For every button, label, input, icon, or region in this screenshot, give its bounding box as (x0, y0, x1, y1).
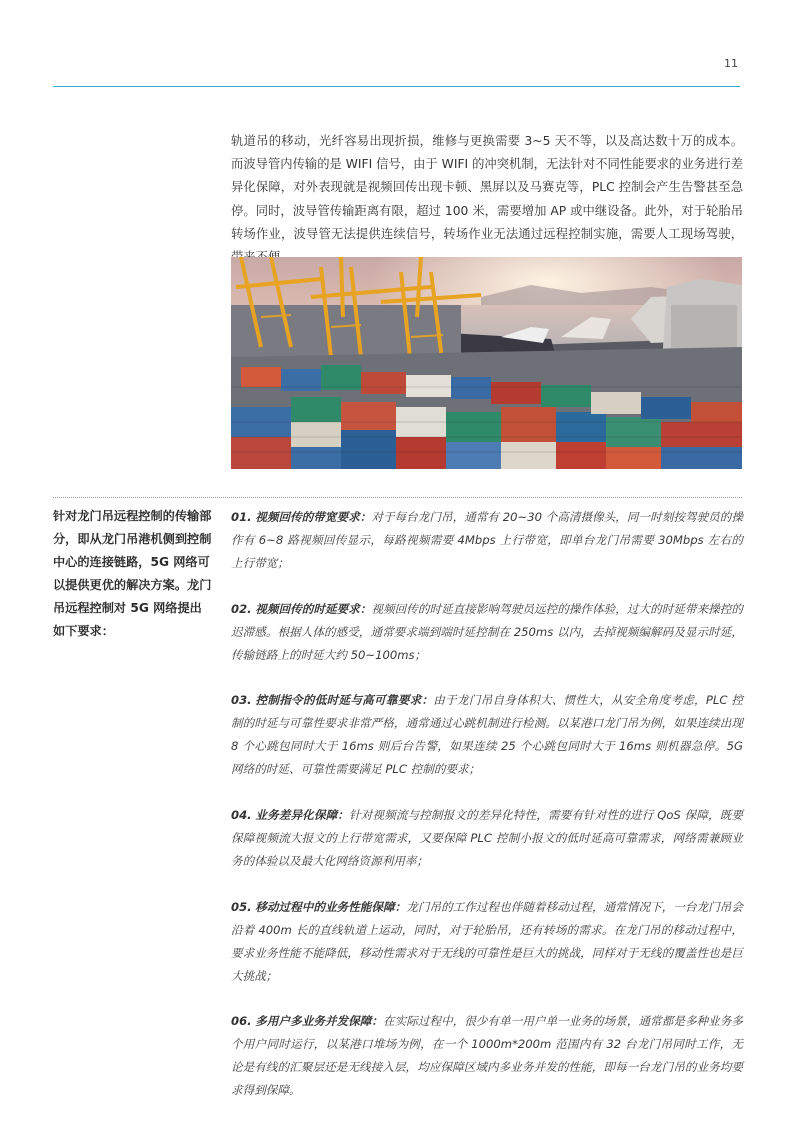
header-divider (53, 86, 740, 87)
requirement-title: 移动过程中的业务性能保障： (255, 899, 407, 914)
requirement-number: 04. (231, 808, 252, 823)
port-container-terminal-photo (231, 257, 742, 469)
requirement-title: 业务差异化保障： (255, 808, 350, 823)
requirement-item (231, 598, 743, 667)
port-photo (231, 257, 742, 469)
requirement-body: 视频回传的时延直接影响驾驶员远控的操作体验，过大的时延带来操控的迟滞感。根据人体的感受，通常要求端到端时延控制在 250ms 以内，去掉视频编解码及显示时延，传输链路上的时延大约 50~100ms； (231, 601, 743, 662)
sidebar-summary: 针对龙门吊远程控制的传输部分，即从龙门吊港机侧到控制中心的连接链路，5G 网络可以提供更优的解决方案。龙门吊远程控制对 5G 网络提出如下要求： (53, 509, 212, 639)
page-number: 11 (724, 57, 738, 70)
requirement-number: 06. (231, 1014, 252, 1029)
requirement-body: 龙门吊的工作过程也伴随着移动过程，通常情况下，一台龙门吊会沿着 400m 长的直线轨道上运动，同时，对于轮胎吊，还有转场的需求。在龙门吊的移动过程中，要求业务性能不能降低，移动性需求对于无线的可靠性是巨大的挑战，同样对于无线的覆盖性也是巨大挑战； (231, 899, 743, 983)
requirement-title: 视频回传的带宽要求： (255, 510, 372, 524)
requirement-title: 视频回传的时延要求： (255, 601, 372, 616)
requirement-item (231, 804, 743, 873)
requirement-body: 针对视频流与控制报文的差异化特性，需要有针对性的进行 QoS 保障，既要保障视频流大报文的上行带宽需求，又要保障 PLC 控制小报文的低时延高可靠需求，网络需兼顾业务的体验以及最大化网络资源利用率； (231, 808, 743, 868)
requirement-item (231, 506, 743, 575)
requirement-title: 多用户多业务并发保障： (255, 1014, 384, 1029)
requirement-number: 02. (231, 601, 252, 616)
intro-paragraph: 轨道吊的移动，光纤容易出现折损，维修与更换需要 3~5 天不等，以及高达数十万的成本。而波导管内传输的是 WIFI 信号，由于 WIFI 的冲突机制，无法针对不同性能要求的业务进行差异化保障，对外表现就是视频回传出现卡顿、黑屏以及马赛克等，PLC 控制会产生告警甚至急停。同时，波导管传输距离有限，超过 100 米，需要增加 AP 或中继设备。此外，对于轮胎吊转场作业，波导管无法提供连续信号，转场作业无法通过远程控制实施，需要人工现场驾驶， (231, 134, 743, 241)
requirement-title: 控制指令的低时延与高可靠要求： (255, 693, 434, 708)
requirement-body: 在实际过程中，很少有单一用户单一业务的场景，通常都是多种业务多个用户同时运行，以某港口堆场为例，在一个 1000m*200m 范围内有 32 台龙门吊同时工作，无论是有线的汇聚层还是无线接入层，均应保障区域内多业务并发的性能，即每一台龙门吊的业务均要求得到保障。 (231, 1014, 743, 1098)
requirement-item (231, 896, 743, 988)
requirement-body: 由于龙门吊自身体积大、惯性大，从安全角度考虑，PLC 控制的时延与可靠性要求非常严格，通常通过心跳机制进行检测。以某港口龙门吊为例，如果连续出现 8 个心跳包同时大于 16ms 则后台告警，如果连续 25 个心跳包同时大于 16ms 则机器急停。5G 网络的时延、可靠性需要满足 PLC 控制的要求； (231, 693, 743, 777)
requirement-item (231, 689, 743, 781)
requirement-number: 03. (231, 693, 252, 708)
requirement-item (231, 1010, 743, 1102)
requirements-list (231, 506, 743, 1125)
requirement-number: 05. (231, 899, 252, 914)
section-divider (53, 497, 742, 498)
requirement-number: 01. (231, 510, 252, 524)
requirement-body: 对于每台龙门吊，通常有 20~30 个高清摄像头，同一时刻按驾驶员的操作有 6~8 路视频回传显示，每路视频需要 4Mbps 上行带宽，即单台龙门吊需要 30Mbps 左右的上行带宽； (231, 510, 743, 570)
